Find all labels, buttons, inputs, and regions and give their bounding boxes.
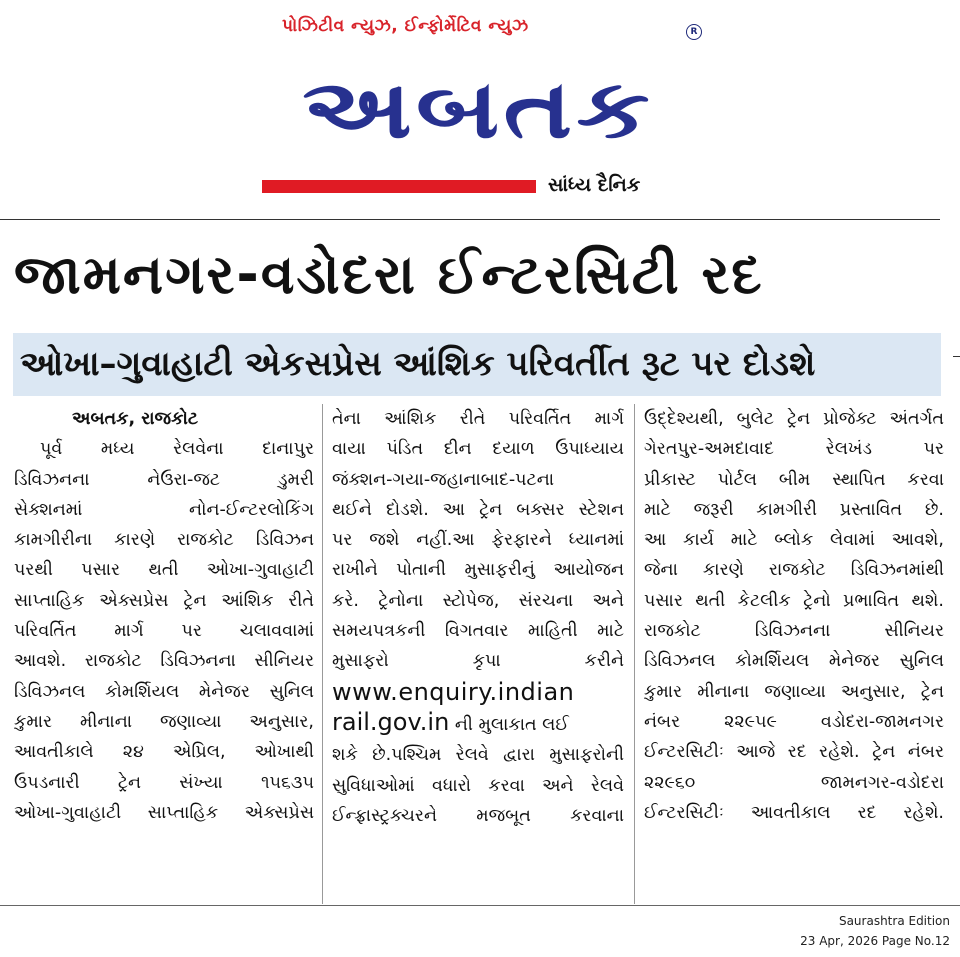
body-line: પૂર્વ મધ્ય રેલવેના દાનાપુર: [40, 439, 314, 460]
body-line: આવશે. રાજકોટ ડિવિઝનના સીનિયર: [14, 651, 314, 672]
body-line: સાપ્તાહિક એક્સપ્રેસ ટ્રેન આંશિક રીતે: [14, 590, 314, 611]
newspaper-logo: અબતક: [302, 61, 654, 157]
body-line: ઉદ્દેશ્યથી, બુલેટ ટ્રેન પ્રોજેક્ટ અંતર્ગત: [644, 409, 944, 429]
column-divider: [634, 404, 635, 904]
body-line: થઈને દોડશે. આ ટ્રેન બક્સર સ્ટેશન: [332, 499, 624, 520]
body-line: પસાર થતી કેટલીક ટ્રેનો પ્રભાવિત થશે.: [644, 590, 944, 611]
article-column-3: [644, 404, 944, 904]
body-line: પ્રીકાસ્ટ પોર્ટલ બીમ સ્થાપિત કરવા: [644, 469, 944, 490]
body-line: ડિવિઝનના નેઉરા-જટ ડુમરી: [14, 469, 314, 490]
body-line: કામગીરીના કારણે રાજકોટ ડિવિઝન: [14, 530, 314, 551]
body-line: સુવિધાઓમાં વધારો કરવા અને રેલવે: [332, 775, 624, 796]
masthead-subtag: સાંધ્ય દૈનિક: [548, 174, 641, 196]
enquiry-url-part2[interactable]: rail.gov.in: [332, 707, 450, 736]
body-line: પરિવર્તિત માર્ગ પર ચલાવવામાં: [14, 621, 314, 642]
bottom-divider: [0, 905, 960, 906]
article-column-2: [332, 404, 624, 904]
url-line: [332, 707, 624, 740]
registered-mark-icon: R: [686, 24, 702, 40]
body-line: ડિવિઝનલ કોમર્શિયલ મેનેજર સુનિલ: [14, 681, 314, 702]
body-line: ઓખા-ગુવાહાટી સાપ્તાહિક એક્સપ્રેસ: [14, 802, 314, 823]
top-divider: [0, 219, 940, 220]
article-headline: જામનગર-વડોદરા ઈન્ટરસિટી રદ: [14, 243, 764, 306]
edition-label: Saurashtra Edition: [838, 914, 950, 928]
body-line: કુમાર મીનાના જણાવ્યા અનુસાર,: [14, 711, 314, 732]
body-line: વાયા પંડિત દીન દયાળ ઉપાધ્યાય: [332, 439, 624, 460]
body-line: પરથી પસાર થતી ઓખા-ગુવાહાટી: [14, 560, 314, 581]
dateline: અબતક, રાજકોટ: [72, 409, 199, 429]
column-divider: [322, 404, 323, 904]
body-line: આવતીકાલે ૨૪ એપ્રિલ, ઓખાથી: [14, 742, 314, 763]
body-line: સેક્શનમાં નોન-ઈન્ટરલોકિંગ: [14, 499, 314, 520]
body-line: રાખીને પોતાની મુસાફરીનું આયોજન: [332, 560, 624, 581]
body-line-fragment: ની મુલાકાત લઈ: [454, 714, 569, 735]
body-line: માટે જરૂરી કામગીરી પ્રસ્તાવિત છે.: [644, 499, 944, 520]
body-line: મુસાફરો કૃપા કરીને: [332, 651, 624, 672]
masthead-tagline: પોઝિટીવ ન્યુઝ, ઈન્ફોર્મેટિવ ન્યુઝ: [282, 16, 529, 36]
body-line: તેના આંશિક રીતે પરિવર્તિત માર્ગ: [332, 409, 624, 429]
body-line: ઉપડનારી ટ્રેન સંખ્યા ૧૫૬૩૫: [14, 772, 314, 793]
body-line: ડિવિઝનલ કોમર્શિયલ મેનેજર સુનિલ: [644, 651, 944, 672]
body-line: ગેરતપુર-અમદાવાદ રેલખંડ પર: [644, 439, 944, 460]
masthead: [0, 0, 960, 220]
body-line: જંક્શન-ગયા-જહાનાબાદ-પટના: [332, 469, 555, 490]
body-line: શકે છે.પશ્ચિમ રેલવે દ્વારા મુસાફરોની: [332, 745, 624, 766]
body-line: કરે. ટ્રેનોના સ્ટોપેજ, સંરચના અને: [332, 590, 624, 611]
date-page-label: 23 Apr, 2026 Page No.12: [800, 934, 950, 948]
body-line: ૨૨૯૬૦ જામનગર-વડોદરા: [644, 772, 944, 793]
body-line: કુમાર મીનાના જણાવ્યા અનુસાર, ટ્રેન: [644, 681, 944, 702]
body-line: ઈન્ફ્રાસ્ટ્રક્ચરને મજબૂત કરવાના: [332, 805, 624, 826]
enquiry-url-part1[interactable]: www.enquiry.indian: [332, 677, 575, 706]
body-line: જેના કારણે રાજકોટ ડિવિઝનમાંથી: [644, 560, 944, 581]
body-line: નંબર ૨૨૯૫૯ વડોદરા-જામનગર: [644, 711, 944, 732]
body-line: ઈન્ટરસિટીઃ આજે રદ રહેશે. ટ્રેન નંબર: [644, 742, 944, 763]
body-line: રાજકોટ ડિવિઝનના સીનિયર: [644, 621, 944, 642]
body-line: ઈન્ટરસિટીઃ આવતીકાલ રદ રહેશે.: [644, 802, 944, 823]
body-line: આ કાર્ય માટે બ્લોક લેવામાં આવશે,: [644, 530, 944, 551]
article-subheadline: ઓખા–ગુવાહાટી એકસપ્રેસ આંશિક પરિવર્તીત રૂટ પર દોડશે: [20, 344, 816, 384]
body-line: પર જશે નહીં.આ ફેરફારને ધ્યાનમાં: [332, 530, 624, 551]
masthead-subtag-box: [536, 168, 702, 204]
margin-tick: [953, 356, 960, 357]
body-line: સમયપત્રકની વિગતવાર માહિતી માટે: [332, 621, 624, 642]
article-column-1: [14, 404, 314, 904]
